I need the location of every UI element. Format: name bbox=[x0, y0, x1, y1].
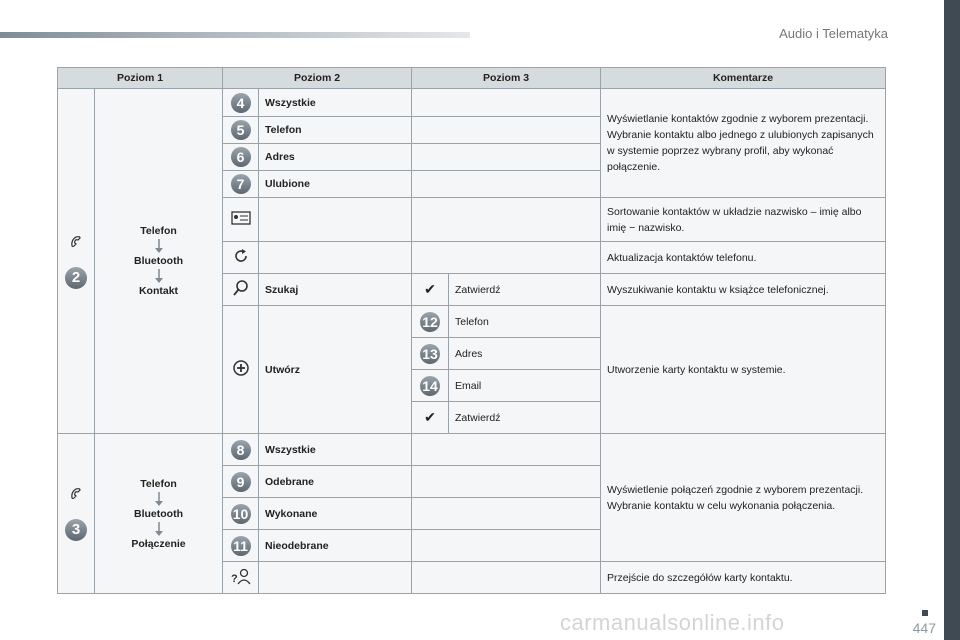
col-header-comments: Komentarze bbox=[601, 68, 886, 89]
checkmark-icon: ✔ bbox=[424, 281, 436, 297]
chain-kontakt: Kontakt bbox=[138, 285, 179, 297]
arrow-down-icon bbox=[154, 522, 164, 536]
level2-empty bbox=[259, 242, 412, 274]
icon-cell bbox=[223, 198, 259, 242]
chain-bluetooth: Bluetooth bbox=[134, 255, 183, 267]
level3-empty bbox=[412, 466, 601, 498]
level2-empty bbox=[259, 198, 412, 242]
level3-phone: Telefon bbox=[449, 306, 601, 338]
badge-cell bbox=[412, 306, 449, 338]
comment-line: Wybranie kontaktu w celu wykonania połączenia. bbox=[607, 499, 836, 512]
icon-cell bbox=[223, 274, 259, 306]
level2-address: Adres bbox=[259, 144, 412, 171]
chain-bluetooth: Bluetooth bbox=[134, 507, 183, 520]
icon-cell bbox=[412, 274, 449, 306]
level1-cell-calls bbox=[58, 434, 95, 594]
badge-12: 12 bbox=[420, 312, 440, 332]
chain-polaczenie: Połączenie bbox=[131, 537, 186, 550]
level2-empty bbox=[259, 562, 412, 594]
contact-details-icon bbox=[230, 567, 252, 585]
checkmark-icon: ✔ bbox=[424, 409, 436, 425]
arrow-down-icon bbox=[154, 269, 164, 283]
badge-10: 10 bbox=[231, 504, 251, 524]
level3-empty bbox=[412, 171, 601, 198]
comment-refresh: Aktualizacja kontaktów telefonu. bbox=[601, 242, 886, 274]
add-circle-icon bbox=[232, 359, 250, 377]
level2-search: Szukaj bbox=[259, 274, 412, 306]
watermark: carmanualsonline.info bbox=[560, 610, 785, 635]
badge-cell bbox=[223, 89, 259, 117]
badge-14: 14 bbox=[420, 376, 440, 396]
col-header-level2: Poziom 2 bbox=[223, 68, 412, 89]
phone-handset-icon bbox=[68, 234, 84, 250]
comment-line: Wybranie kontaktu albo jednego z ulubionych zapisanych w systemie poprzez wybrany profil, aby wykonać połączenie. bbox=[607, 129, 874, 173]
svg-text:?: ? bbox=[230, 573, 238, 585]
col-header-level1: Poziom 1 bbox=[58, 68, 223, 89]
level1-chain-calls bbox=[95, 434, 223, 594]
level1-cell-contacts bbox=[58, 89, 95, 434]
sort-contacts-icon bbox=[231, 211, 251, 225]
icon-cell bbox=[412, 402, 449, 434]
level3-empty bbox=[412, 498, 601, 530]
search-icon bbox=[232, 279, 250, 297]
level3-empty bbox=[412, 242, 601, 274]
level2-phone: Telefon bbox=[259, 117, 412, 144]
page-number: 447 bbox=[912, 620, 936, 636]
badge-cell bbox=[223, 498, 259, 530]
comment-line: Wyświetlenie połączeń zgodnie z wyborem prezentacji. bbox=[607, 483, 864, 496]
badge-cell bbox=[223, 530, 259, 562]
comment-sort: Sortowanie kontaktów w układzie nazwisko – imię albo imię − nazwisko. bbox=[601, 198, 886, 242]
badge-13: 13 bbox=[420, 344, 440, 364]
arrow-down-icon bbox=[154, 492, 164, 506]
level3-address: Adres bbox=[449, 338, 601, 370]
comment-calls bbox=[601, 434, 886, 562]
level2-received: Odebrane bbox=[259, 466, 412, 498]
level3-empty bbox=[412, 434, 601, 466]
icon-cell bbox=[223, 562, 259, 594]
level3-empty bbox=[412, 117, 601, 144]
page-dot bbox=[922, 610, 928, 616]
badge-cell bbox=[412, 338, 449, 370]
badge-cell bbox=[223, 434, 259, 466]
phone-handset-icon bbox=[68, 486, 84, 502]
chain-telefon: Telefon bbox=[140, 477, 177, 490]
side-bar bbox=[944, 0, 960, 640]
level2-favourites: Ulubione bbox=[259, 171, 412, 198]
badge-4: 4 bbox=[231, 93, 251, 113]
badge-9: 9 bbox=[231, 472, 251, 492]
badge-cell bbox=[223, 171, 259, 198]
badge-cell bbox=[223, 117, 259, 144]
badge-cell bbox=[223, 144, 259, 171]
menu-table bbox=[57, 67, 886, 594]
col-header-level3: Poziom 3 bbox=[412, 68, 601, 89]
level3-confirm: Zatwierdź bbox=[449, 402, 601, 434]
badge-8: 8 bbox=[231, 440, 251, 460]
chain-telefon: Telefon bbox=[140, 225, 177, 237]
level2-all-calls: Wszystkie bbox=[259, 434, 412, 466]
badge-cell bbox=[223, 466, 259, 498]
badge-3: 3 bbox=[65, 519, 87, 541]
level2-missed: Nieodebrane bbox=[259, 530, 412, 562]
level3-empty bbox=[412, 144, 601, 171]
level2-dialed: Wykonane bbox=[259, 498, 412, 530]
level2-create: Utwórz bbox=[259, 306, 412, 434]
refresh-icon bbox=[232, 247, 250, 265]
badge-7: 7 bbox=[231, 174, 251, 194]
badge-11: 11 bbox=[231, 536, 251, 556]
section-title: Audio i Telematyka bbox=[779, 26, 888, 41]
level3-empty bbox=[412, 530, 601, 562]
arrow-down-icon bbox=[154, 239, 164, 253]
level3-empty bbox=[412, 562, 601, 594]
badge-6: 6 bbox=[231, 147, 251, 167]
table-row bbox=[58, 89, 886, 117]
level3-confirm: Zatwierdź bbox=[449, 274, 601, 306]
level3-email: Email bbox=[449, 370, 601, 402]
comment-line: Wyświetlanie kontaktów zgodnie z wyborem prezentacji. bbox=[607, 113, 869, 125]
icon-cell bbox=[223, 306, 259, 434]
level1-chain-contacts bbox=[95, 89, 223, 434]
table-header-row bbox=[58, 68, 886, 89]
badge-cell bbox=[412, 370, 449, 402]
badge-5: 5 bbox=[231, 120, 251, 140]
header-decor-bar bbox=[0, 32, 470, 38]
comment-view-contacts bbox=[601, 89, 886, 198]
level3-empty bbox=[412, 89, 601, 117]
icon-cell bbox=[223, 242, 259, 274]
level2-all: Wszystkie bbox=[259, 89, 412, 117]
comment-search: Wyszukiwanie kontaktu w książce telefonicznej. bbox=[601, 274, 886, 306]
comment-details: Przejście do szczegółów karty kontaktu. bbox=[601, 562, 886, 594]
comment-create: Utworzenie karty kontaktu w systemie. bbox=[601, 306, 886, 434]
table-row bbox=[58, 434, 886, 466]
badge-2: 2 bbox=[65, 267, 87, 289]
level3-empty bbox=[412, 198, 601, 242]
